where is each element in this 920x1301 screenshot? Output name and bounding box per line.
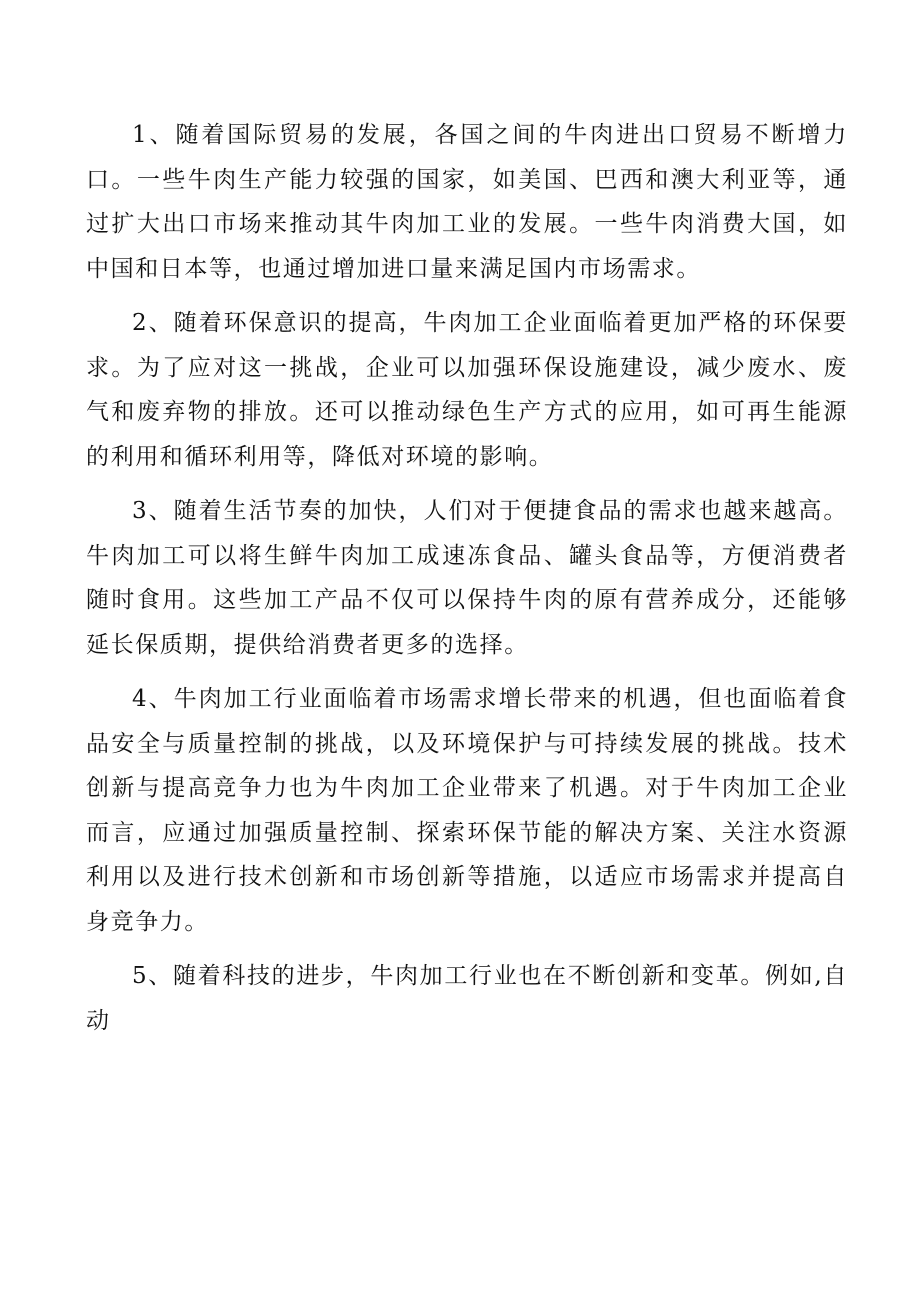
paragraph-4: 4、牛肉加工行业面临着市场需求增长带来的机遇，但也面临着食品安全与质量控制的挑战，以及环境保护与可持续发展的挑战。技术创新与提高竞争力也为牛肉加工企业带来了机遇。对于牛肉加工企业而言，应通过加强质量控制、探索环保节能的解决方案、关注水资源利用以及进行技术创新和市场创新等措施，以适应市场需求并提高自身竞争力。 xyxy=(86,686,848,935)
paragraph-3: 3、随着生活节奏的加快，人们对于便捷食品的需求也越来越高。牛肉加工可以将生鲜牛肉加工成速冻食品、罐头食品等，方便消费者随时食用。这些加工产品不仅可以保持牛肉的原有营养成分，还能够延长保质期，提供给消费者更多的选择。 xyxy=(86,498,848,658)
paragraph-2: 2、随着环保意识的提高，牛肉加工企业面临着更加严格的环保要求。为了应对这一挑战，企业可以加强环保设施建设，减少废水、废气和废弃物的排放。还可以推动绿色生产方式的应用，如可再生能源的利用和循环利用等，降低对环境的影响。 xyxy=(86,310,848,470)
document-body xyxy=(86,113,848,1053)
paragraph-5: 5、随着科技的进步，牛肉加工行业也在不断创新和变革。例如,自动 xyxy=(86,963,848,1034)
paragraph-1: 1、随着国际贸易的发展，各国之间的牛肉进出口贸易不断增力口。一些牛肉生产能力较强的国家，如美国、巴西和澳大利亚等，通过扩大出口市场来推动其牛肉加工业的发展。一些牛肉消费大国，如中国和日本等，也通过增加进口量来满足国内市场需求。 xyxy=(86,122,848,282)
